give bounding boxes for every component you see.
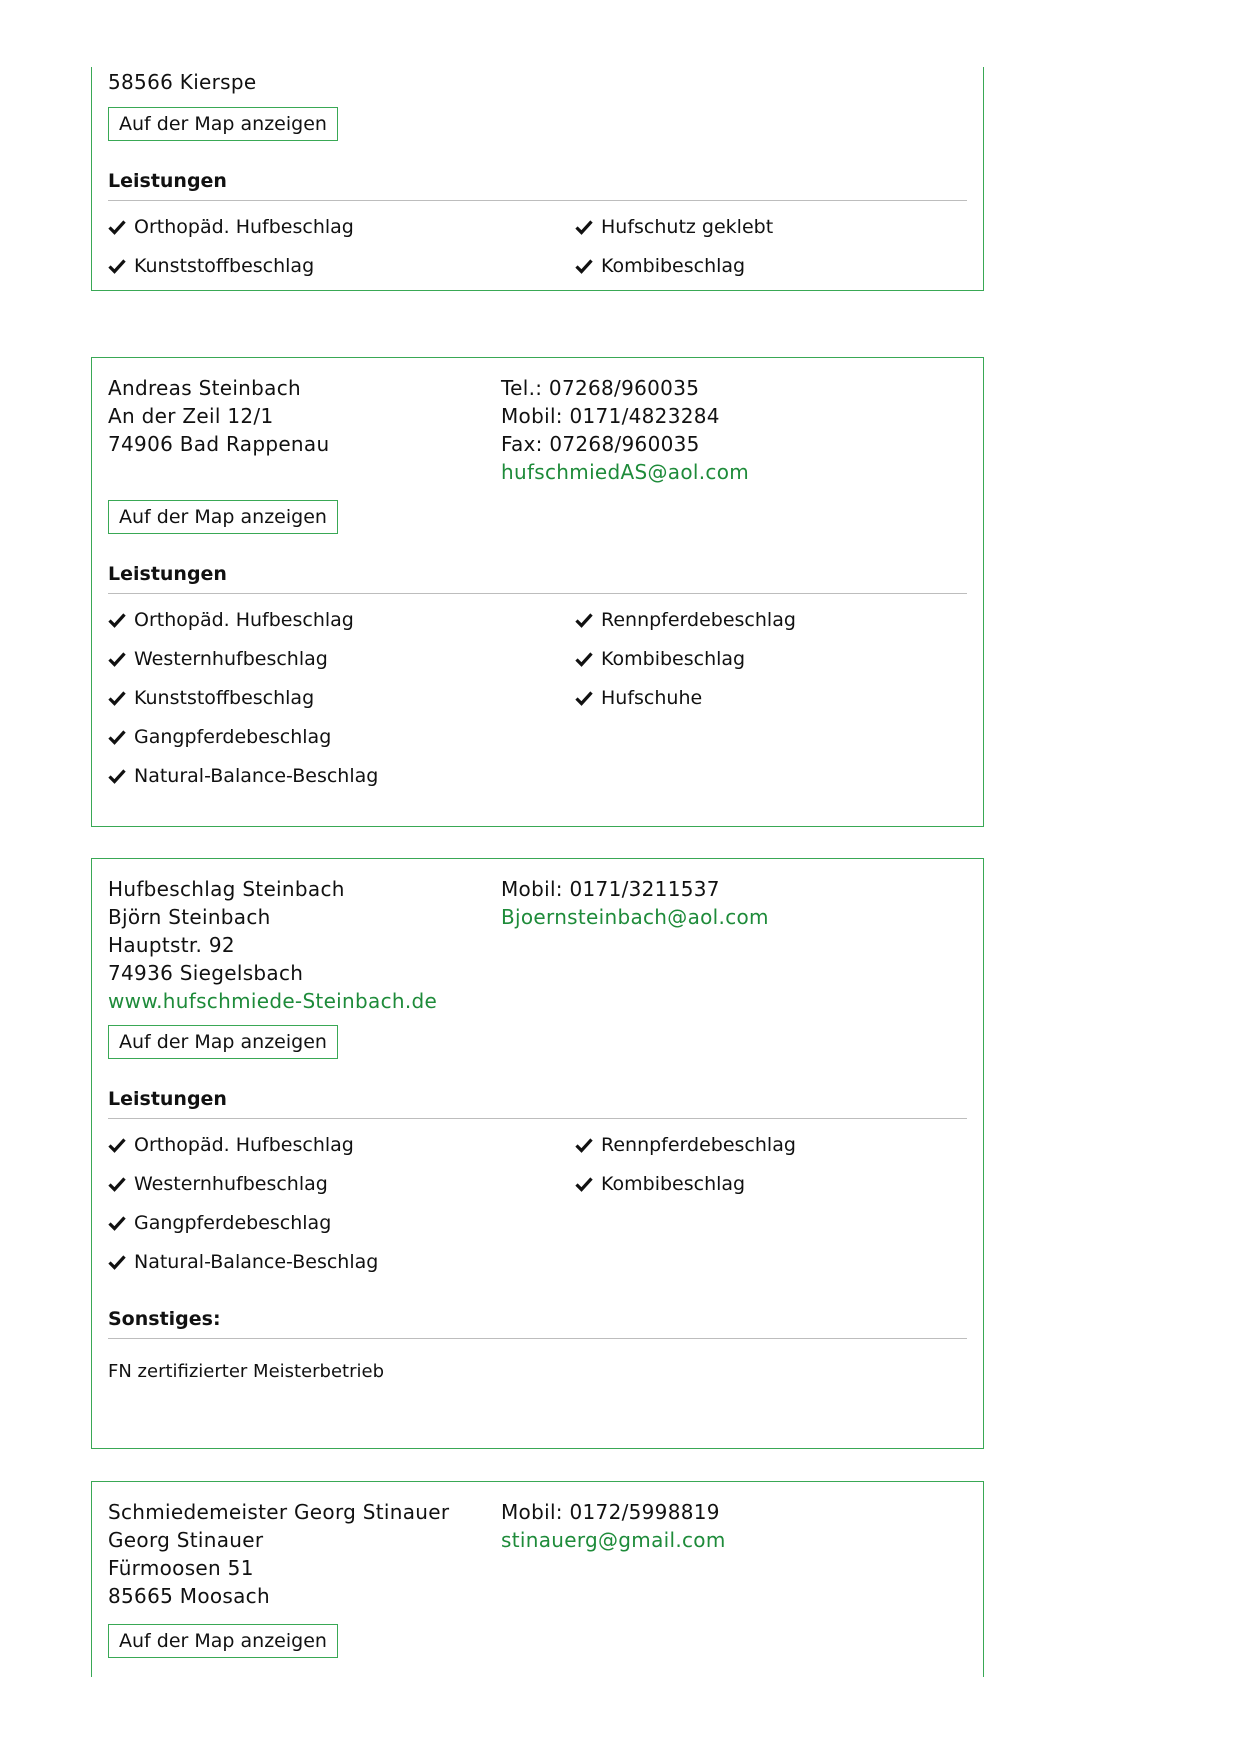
check-icon (575, 258, 593, 274)
other-text: FN zertifizierter Meisterbetrieb (108, 1361, 385, 1382)
mobile-text: Mobil: 0172/5998819 (501, 1500, 720, 1524)
service-label: Rennpferdebeschlag (601, 609, 796, 631)
address-block (108, 1498, 501, 1610)
services-list (108, 215, 967, 293)
company-line: Hufbeschlag Steinbach (108, 877, 345, 901)
check-icon (575, 612, 593, 628)
mobile-text: Mobil: 0171/3211537 (501, 877, 720, 901)
check-icon (575, 1137, 593, 1153)
services-list (108, 1133, 967, 1289)
address-line: 58566 Kierspe (108, 70, 257, 94)
farrier-entry (91, 357, 984, 827)
email-link[interactable]: Bjoernsteinbach@aol.com (501, 905, 769, 929)
service-item (575, 1172, 965, 1211)
section-divider (108, 200, 967, 201)
services-heading: Leistungen (108, 563, 227, 585)
check-icon (108, 219, 126, 235)
service-item (108, 1172, 575, 1211)
check-icon (575, 219, 593, 235)
service-item (108, 725, 575, 764)
street-line: An der Zeil 12/1 (108, 404, 274, 428)
street-line: Hauptstr. 92 (108, 933, 235, 957)
email-link[interactable]: hufschmiedAS@aol.com (501, 460, 750, 484)
service-item (108, 647, 575, 686)
service-item (108, 215, 575, 254)
service-item (575, 647, 965, 686)
service-label: Kombibeschlag (601, 1173, 746, 1195)
check-icon (108, 1176, 126, 1192)
service-item (108, 686, 575, 725)
service-item (575, 254, 965, 293)
service-item (108, 608, 575, 647)
city-line: 74906 Bad Rappenau (108, 432, 330, 456)
services-heading: Leistungen (108, 170, 227, 192)
service-item (108, 1133, 575, 1172)
address-block (108, 67, 501, 96)
service-label: Kombibeschlag (601, 255, 746, 277)
street-line: Fürmoosen 51 (108, 1556, 254, 1580)
name-line: Björn Steinbach (108, 905, 271, 929)
contact-block (501, 1498, 726, 1610)
service-item (108, 1211, 575, 1250)
website-link[interactable]: www.hufschmiede-Steinbach.de (108, 989, 438, 1013)
services-list (108, 608, 967, 803)
service-item (575, 215, 965, 254)
service-label: Kombibeschlag (601, 648, 746, 670)
service-label: Kunststoffbeschlag (134, 687, 315, 709)
address-block (108, 374, 501, 486)
city-line: 74936 Siegelsbach (108, 961, 304, 985)
service-label: Orthopäd. Hufbeschlag (134, 216, 354, 238)
service-label: Hufschutz geklebt (601, 216, 774, 238)
service-item (575, 608, 965, 647)
phone-text: Tel.: 07268/960035 (501, 376, 700, 400)
show-on-map-button[interactable]: Auf der Map anzeigen (108, 107, 338, 141)
service-label: Gangpferdebeschlag (134, 1212, 332, 1234)
company-line: Schmiedemeister Georg Stinauer (108, 1500, 450, 1524)
name-line: Andreas Steinbach (108, 376, 301, 400)
check-icon (108, 690, 126, 706)
check-icon (108, 768, 126, 784)
show-on-map-button[interactable]: Auf der Map anzeigen (108, 1025, 338, 1059)
service-label: Natural-Balance-Beschlag (134, 765, 379, 787)
check-icon (575, 1176, 593, 1192)
other-heading: Sonstiges: (108, 1308, 221, 1330)
service-item (575, 686, 965, 725)
service-label: Rennpferdebeschlag (601, 1134, 796, 1156)
section-divider (108, 593, 967, 594)
service-label: Kunststoffbeschlag (134, 255, 315, 277)
service-label: Westernhufbeschlag (134, 648, 328, 670)
services-heading: Leistungen (108, 1088, 227, 1110)
section-divider (108, 1338, 967, 1339)
city-line: 85665 Moosach (108, 1584, 270, 1608)
service-label: Gangpferdebeschlag (134, 726, 332, 748)
check-icon (575, 690, 593, 706)
mobile-text: Mobil: 0171/4823284 (501, 404, 720, 428)
check-icon (108, 1215, 126, 1231)
check-icon (575, 651, 593, 667)
check-icon (108, 258, 126, 274)
email-link[interactable]: stinauerg@gmail.com (501, 1528, 726, 1552)
show-on-map-button[interactable]: Auf der Map anzeigen (108, 1624, 338, 1658)
service-label: Orthopäd. Hufbeschlag (134, 609, 354, 631)
service-label: Orthopäd. Hufbeschlag (134, 1134, 354, 1156)
farrier-entry (91, 1481, 984, 1677)
show-on-map-button[interactable]: Auf der Map anzeigen (108, 500, 338, 534)
service-item (108, 764, 575, 803)
contact-block (501, 374, 749, 486)
service-item (108, 1250, 575, 1289)
service-label: Westernhufbeschlag (134, 1173, 328, 1195)
service-item (108, 254, 575, 293)
service-label: Natural-Balance-Beschlag (134, 1251, 379, 1273)
check-icon (108, 1137, 126, 1153)
contact-block (501, 875, 769, 1015)
check-icon (108, 729, 126, 745)
farrier-entry (91, 858, 984, 1449)
name-line: Georg Stinauer (108, 1528, 264, 1552)
farrier-entry (91, 67, 984, 291)
service-label: Hufschuhe (601, 687, 703, 709)
fax-text: Fax: 07268/960035 (501, 432, 700, 456)
check-icon (108, 1254, 126, 1270)
check-icon (108, 651, 126, 667)
address-block (108, 875, 501, 1015)
service-item (575, 1133, 965, 1172)
section-divider (108, 1118, 967, 1119)
check-icon (108, 612, 126, 628)
